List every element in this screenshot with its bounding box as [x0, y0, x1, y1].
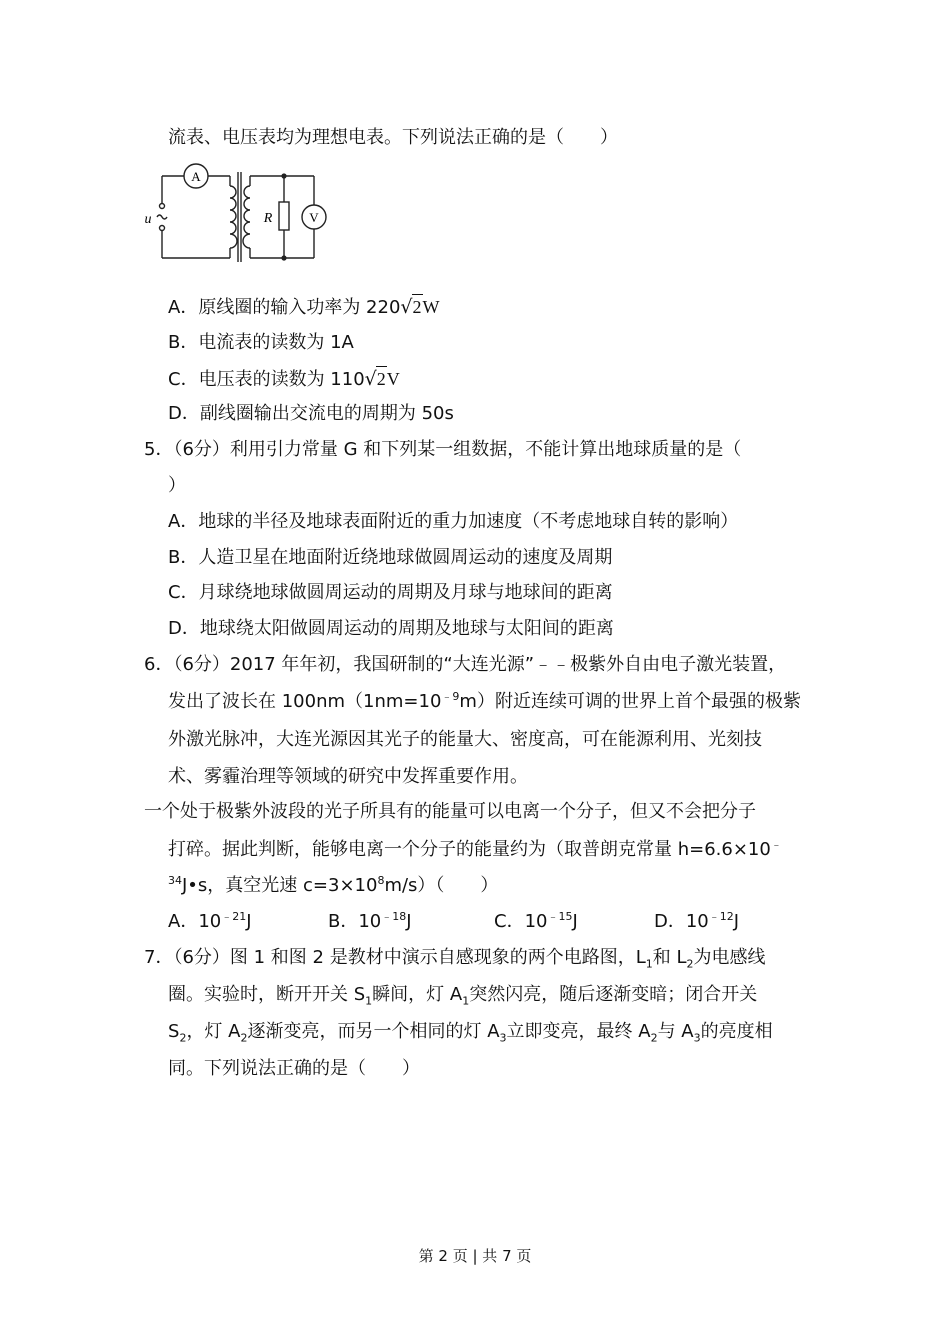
- q6-stem-line6: 打碎。据此判断，能够电离一个分子的能量约为（取普朗克常量 h=6.6×10﹣: [168, 838, 782, 860]
- q7-stem-line3: $S_2$，灯 $A_2$逐渐变亮，而另一个相同的灯 $A_3$立即变亮，最终 $A_2$与 $A_3$的亮度相: [168, 1021, 773, 1045]
- q6-stem-line1: 6．（6分）2017 年年初，我国研制的“大连光源”﹣﹣极紫外自由电子激光装置，: [144, 654, 787, 675]
- source-label: u: [144, 212, 152, 227]
- q5-stem-line2: ）: [168, 475, 186, 496]
- q4-option-c: C．电压表的读数为 110√2V: [168, 368, 400, 390]
- q6-stem-line2: 发出了波长在 $100nm(1nm=10^{﹣9}m)$附近连续可调的世界上首个最强的极紫: [168, 690, 801, 712]
- voltmeter-label: V: [309, 210, 319, 225]
- q4-option-b: B．电流表的读数为 1A: [168, 332, 354, 353]
- sqrt-symbol: √2: [400, 296, 422, 318]
- sqrt-symbol: √2: [364, 368, 386, 390]
- q6-option-a: A．$10^{﹣21}J$: [168, 910, 252, 932]
- ammeter-label: A: [191, 169, 201, 184]
- q7-stem-line2: 圈。实验时，断开开关 $S_1$瞬间，灯 $A_1$突然闪亮，随后逐渐变暗；闭合开关: [168, 984, 758, 1008]
- q5-stem-line1: 5．（6分）利用引力常量 G 和下列某一组数据，不能计算出地球质量的是（: [144, 439, 742, 460]
- q5-option-a: A．地球的半径及地球表面附近的重力加速度（不考虑地球自转的影响）: [168, 511, 739, 532]
- q4-option-a: A．原线圈的输入功率为 220√2W: [168, 296, 440, 318]
- q7-stem-line4: 同。下列说法正确的是（ ）: [168, 1058, 420, 1079]
- page-footer: 第 2 页 | 共 7 页: [418, 1247, 532, 1265]
- q6-option-d: D．$10^{﹣12}J$: [654, 910, 740, 932]
- q6-stem-line7: $^{34}$J•s，真空光速 $c=3\times 10^8m/s$）（ ）: [168, 874, 499, 896]
- q6-option-c: C．$10^{﹣15}J$: [494, 910, 578, 932]
- q6-option-b: B．$10^{﹣18}J$: [328, 910, 412, 932]
- q7-stem-line1: 7．（6分）图 1 和图 2 是教材中演示自感现象的两个电路图，$L_1$和 $L_2$为电感线: [144, 947, 766, 971]
- transformer-circuit-diagram: [144, 160, 344, 270]
- q6-stem-line3: 外激光脉冲，大连光源因其光子的能量大、密度高，可在能源利用、光刻技: [168, 729, 762, 750]
- q5-option-b: B．人造卫星在地面附近绕地球做圆周运动的速度及周期: [168, 547, 613, 568]
- q4-option-d: D．副线圈输出交流电的周期为 50s: [168, 403, 454, 424]
- q5-option-c: C．月球绕地球做圆周运动的周期及月球与地球间的距离: [168, 582, 613, 603]
- q6-stem-line5: 一个处于极紫外波段的光子所具有的能量可以电离一个分子，但又不会把分子: [144, 801, 756, 822]
- resistor-label: R: [263, 211, 273, 226]
- q6-stem-line4: 术、雾霾治理等领域的研究中发挥重要作用。: [168, 766, 528, 787]
- q5-option-d: D．地球绕太阳做圆周运动的周期及地球与太阳间的距离: [168, 618, 614, 639]
- q4-continuation: 流表、电压表均为理想电表。下列说法正确的是（ ）: [168, 127, 618, 148]
